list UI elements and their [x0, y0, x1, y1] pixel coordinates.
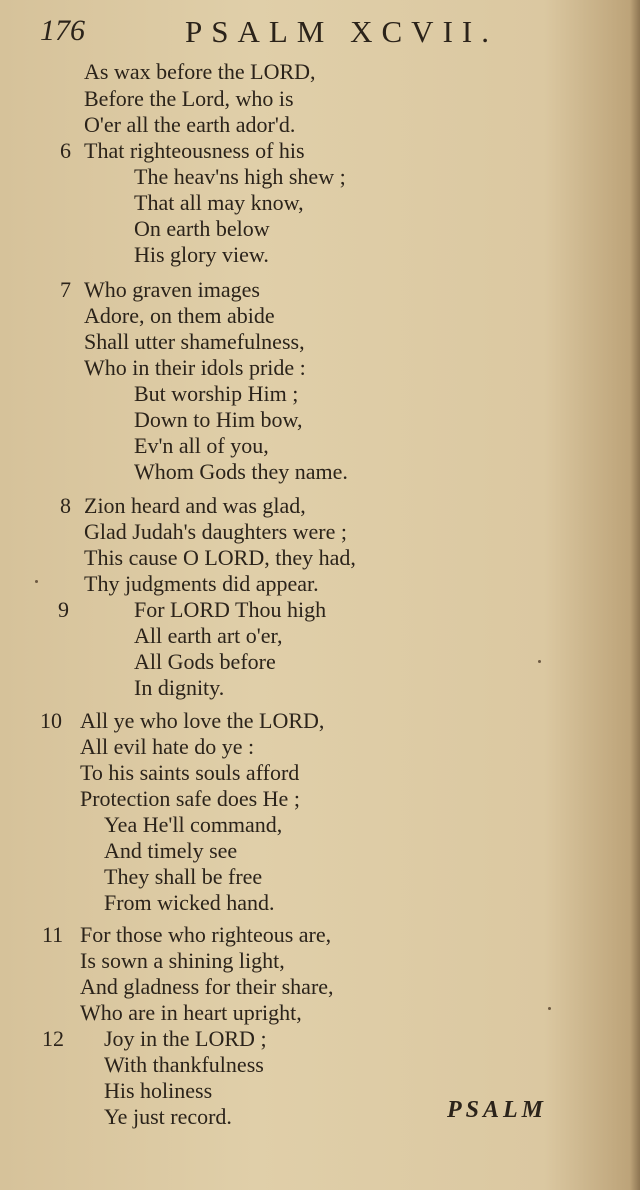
verse-line: As wax before the LORD,: [84, 59, 316, 84]
verse-line: Who in their idols pride :: [84, 355, 306, 380]
verse-line: In dignity.: [134, 675, 225, 700]
verse-line: Zion heard and was glad,: [84, 493, 306, 518]
verse-line: Adore, on them abide: [84, 303, 275, 328]
paper-speck: [35, 580, 38, 583]
verse-line: Down to Him bow,: [134, 407, 303, 432]
verse-line: Whom Gods they name.: [134, 459, 348, 484]
verse-line: And timely see: [104, 838, 238, 863]
verse-line: All ye who love the LORD,: [80, 708, 325, 733]
verse-line: Yea He'll command,: [104, 812, 283, 837]
verse-number: 9: [58, 597, 69, 622]
verse-line: On earth below: [134, 216, 270, 241]
running-head: PSALM XCVII.: [185, 14, 498, 49]
verse-line: Ev'n all of you,: [134, 433, 269, 458]
verse-line: That righteousness of his: [84, 138, 305, 163]
verse-line: Glad Judah's daughters were ;: [84, 519, 348, 544]
page-header: [40, 14, 500, 54]
verse-line: His glory view.: [134, 242, 269, 267]
verse-number: 7: [60, 277, 71, 302]
verse-line: To his saints souls afford: [80, 760, 300, 785]
verse-number: 11: [42, 922, 64, 947]
verse-line: Ye just record.: [104, 1104, 232, 1129]
catchword: PSALM: [447, 1097, 548, 1123]
verse-line: All Gods before: [134, 649, 276, 674]
paper-speck: [548, 1007, 551, 1010]
verse-line: For those who righteous are,: [80, 922, 332, 947]
verse-line: They shall be free: [104, 864, 263, 889]
verse-line: Who graven images: [84, 277, 260, 302]
verse-line: Joy in the LORD ;: [104, 1026, 267, 1051]
verse-line: With thankfulness: [104, 1052, 264, 1077]
verse-line: That all may know,: [134, 190, 304, 215]
verse-line: Is sown a shining light,: [80, 948, 285, 973]
verse-line: Who are in heart upright,: [80, 1000, 302, 1025]
verse-number: 10: [40, 708, 62, 733]
verse-line: This cause O LORD, they had,: [84, 545, 356, 570]
verse-number: 6: [60, 138, 71, 163]
verse-number: 8: [60, 493, 71, 518]
verse-line: All earth art o'er,: [134, 623, 283, 648]
verse-line: Before the Lord, who is: [84, 86, 294, 111]
verse-number: 12: [42, 1026, 64, 1051]
verse-line: But worship Him ;: [134, 381, 299, 406]
verse-line: From wicked hand.: [104, 890, 275, 915]
verse-line: Thy judgments did appear.: [84, 571, 319, 596]
verse-line: All evil hate do ye :: [80, 734, 255, 759]
page-edge-shadow: [630, 0, 640, 1190]
page-number: 176: [40, 14, 85, 47]
verse-line: His holiness: [104, 1078, 213, 1103]
verse-line: Protection safe does He ;: [80, 786, 300, 811]
paper-speck: [538, 660, 541, 663]
verse-line: The heav'ns high shew ;: [134, 164, 346, 189]
verse-line: Shall utter shamefulness,: [84, 329, 305, 354]
verse-line: O'er all the earth ador'd.: [84, 112, 296, 137]
verse-line: For LORD Thou high: [134, 597, 327, 622]
verse-line: And gladness for their share,: [80, 974, 334, 999]
